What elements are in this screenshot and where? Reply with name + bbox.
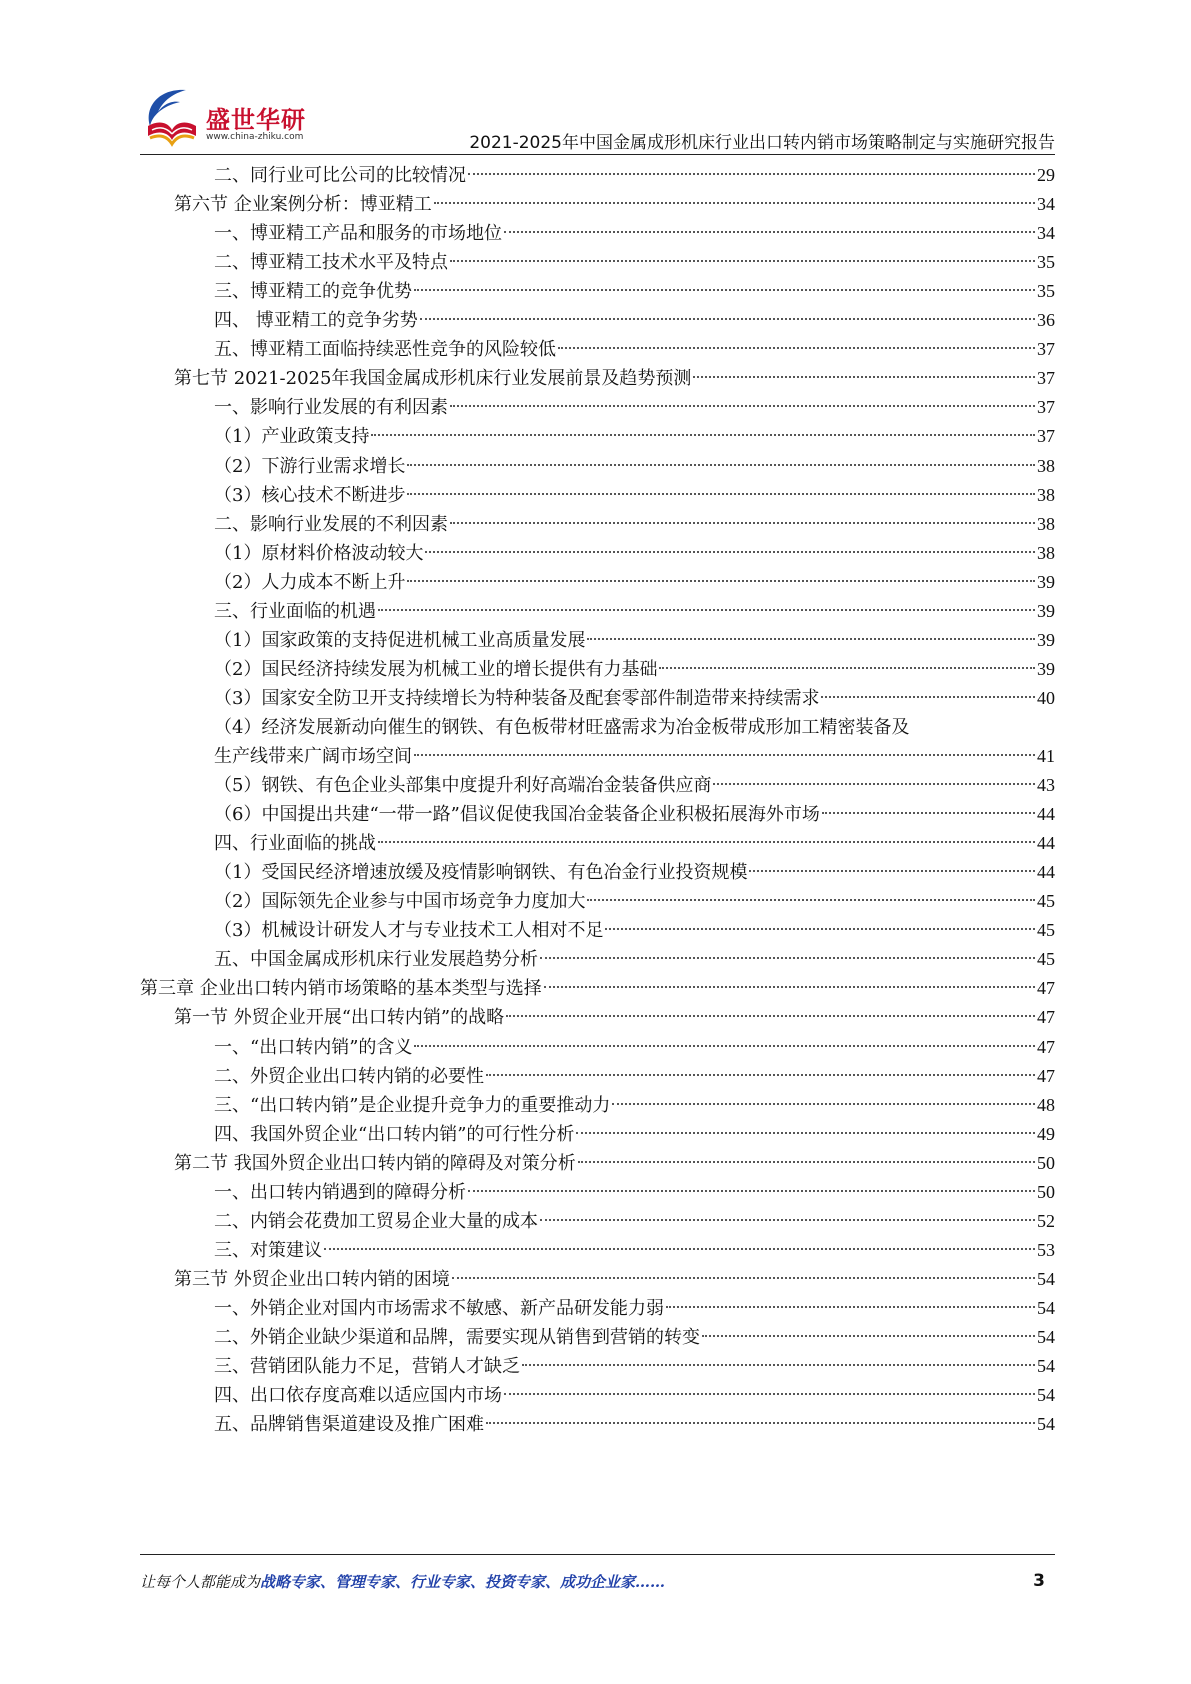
toc-entry[interactable] [214, 1235, 1055, 1266]
toc-entry-page: 54 [1037, 1385, 1055, 1406]
toc-entry-page: 47 [1037, 1065, 1055, 1086]
toc-entry-title: （6）中国提出共建“一带一路”倡议促使我国冶金装备企业积极拓展海外市场 [214, 804, 820, 826]
toc-leader-dots [605, 927, 1035, 930]
toc-entry-page: 35 [1037, 252, 1055, 273]
toc-entry-page: 45 [1037, 891, 1055, 912]
toc-leader-dots [544, 985, 1035, 988]
toc-entry-title: 第六节 企业案例分析：博亚精工 [174, 194, 432, 216]
toc-entry-title: 一、外销企业对国内市场需求不敏感、新产品研发能力弱 [214, 1297, 664, 1319]
toc-entry-page: 37 [1037, 397, 1055, 418]
toc-entry-page: 49 [1037, 1123, 1055, 1144]
toc-entry-title: （2）人力成本不断上升 [214, 571, 406, 593]
toc-leader-dots [450, 521, 1035, 524]
toc-leader-dots [425, 550, 1035, 553]
toc-leader-dots [540, 956, 1035, 959]
toc-entry-page: 52 [1037, 1210, 1055, 1231]
toc-entry[interactable] [214, 276, 1055, 307]
toc-leader-dots [822, 811, 1035, 814]
toc-entry-title: 一、影响行业发展的有利因素 [214, 397, 448, 419]
toc-entry[interactable] [214, 421, 1055, 452]
toc-entry-page: 37 [1037, 368, 1055, 389]
toc-entry-title: 三、营销团队能力不足，营销人才缺乏 [214, 1356, 520, 1378]
toc-entry-title: 五、品牌销售渠道建设及推广困难 [214, 1414, 484, 1436]
toc-entry-title: 一、“出口转内销”的含义 [214, 1036, 413, 1058]
toc-leader-dots [486, 1421, 1035, 1424]
toc-entry-page: 54 [1037, 1356, 1055, 1377]
toc-entry-page: 39 [1037, 658, 1055, 679]
toc-entry-title: 二、博亚精工技术水平及特点 [214, 252, 448, 274]
toc-entry-page: 43 [1037, 775, 1055, 796]
toc-leader-dots [612, 1102, 1035, 1105]
toc-entry[interactable] [214, 567, 1055, 598]
toc-entry-title: 第二节 我国外贸企业出口转内销的障碍及对策分析 [174, 1152, 576, 1174]
toc-leader-dots [407, 492, 1035, 495]
toc-leader-dots [450, 259, 1035, 262]
book-swoosh-logo-icon [140, 86, 204, 148]
toc-entry-title: （2）下游行业需求增长 [214, 455, 406, 477]
toc-leader-dots [578, 1160, 1035, 1163]
toc-entry[interactable] [214, 509, 1055, 540]
toc-entry[interactable] [214, 944, 1055, 975]
toc-entry-page: 47 [1037, 1036, 1055, 1057]
toc-entry-title: （1）原材料价格波动较大 [214, 542, 424, 564]
toc-leader-dots [434, 201, 1035, 204]
toc-entry-page: 37 [1037, 339, 1055, 360]
toc-entry-page: 47 [1037, 1007, 1055, 1028]
toc-entry-page: 45 [1037, 920, 1055, 941]
toc-entry[interactable] [214, 305, 1055, 336]
toc-entry-page: 38 [1037, 513, 1055, 534]
toc-entry-page: 36 [1037, 310, 1055, 331]
toc-entry-title: （5）钢铁、有色企业头部集中度提升利好高端冶金装备供应商 [214, 775, 712, 797]
toc-entry[interactable] [214, 1177, 1055, 1208]
toc-entry-title: 四、行业面临的挑战 [214, 833, 376, 855]
toc-entry[interactable] [214, 1351, 1055, 1382]
toc-entry-title: 五、博亚精工面临持续恶性竞争的风险较低 [214, 339, 556, 361]
toc-entry[interactable] [214, 480, 1055, 511]
toc-entry[interactable] [214, 1206, 1055, 1237]
toc-entry[interactable] [214, 1409, 1055, 1440]
toc-entry-page: 38 [1037, 542, 1055, 563]
toc-leader-dots [414, 1044, 1035, 1047]
toc-entry[interactable] [214, 247, 1055, 278]
toc-leader-dots [468, 1189, 1035, 1192]
toc-entry-page: 41 [1037, 746, 1055, 766]
document-title: 2021-2025年中国金属成形机床行业出口转内销市场策略制定与实施研究报告 [469, 133, 1055, 153]
toc-entry-title: 第一节 外贸企业开展“出口转内销”的战略 [174, 1007, 505, 1029]
toc-entry-page: 40 [1037, 687, 1055, 708]
toc-entry-title: （4）经济发展新动向催生的钢铁、有色板带材旺盛需求为冶金板带成形加工精密装备及 [214, 716, 910, 738]
toc-entry-title: 二、影响行业发展的不利因素 [214, 513, 448, 535]
toc-entry-title: 三、行业面临的机遇 [214, 600, 376, 622]
toc-entry-title: 二、内销会花费加工贸易企业大量的成本 [214, 1210, 538, 1232]
toc-entry-page: 54 [1037, 1297, 1055, 1318]
toc-entry-title: 第三章 企业出口转内销市场策略的基本类型与选择 [140, 978, 542, 1000]
toc-entry-page: 37 [1037, 426, 1055, 447]
toc-entry-page: 39 [1037, 571, 1055, 592]
toc-leader-dots [506, 1014, 1035, 1017]
toc-leader-dots [540, 1218, 1035, 1221]
toc-entry-page: 44 [1037, 862, 1055, 883]
toc-entry-title: 五、中国金属成形机床行业发展趋势分析 [214, 949, 538, 971]
toc-leader-dots [468, 172, 1035, 175]
toc-entry-title: 三、对策建议 [214, 1239, 322, 1261]
toc-entry-page: 54 [1037, 1327, 1055, 1347]
toc-entry-title: 第三节 外贸企业出口转内销的困境 [174, 1268, 450, 1290]
toc-entry[interactable] [214, 915, 1055, 946]
toc-entry-title: 三、“出口转内销”是企业提升竞争力的重要推动力 [214, 1094, 611, 1116]
page-number: 3 [1033, 1571, 1045, 1591]
toc-leader-dots [576, 1131, 1035, 1134]
toc-entry-title: 生产线带来广阔市场空间 [214, 746, 412, 767]
toc-leader-dots [702, 1334, 1035, 1337]
header-divider [140, 154, 1055, 155]
toc-entry-title: （2）国民经济持续发展为机械工业的增长提供有力基础 [214, 658, 658, 680]
toc-leader-dots [587, 898, 1035, 901]
toc-leader-dots [504, 1392, 1035, 1395]
toc-entry-title: （3）核心技术不断进步 [214, 484, 406, 506]
toc-entry-page: 45 [1037, 949, 1055, 970]
toc-leader-dots [450, 404, 1035, 407]
toc-entry-title: 四、出口依存度高难以适应国内市场 [214, 1385, 502, 1407]
toc-leader-dots [420, 317, 1035, 320]
toc-entry[interactable] [214, 625, 1055, 656]
toc-entry[interactable] [214, 741, 1055, 772]
page-header [0, 0, 1191, 160]
toc-entry[interactable] [174, 1148, 1055, 1179]
toc-leader-dots [371, 433, 1035, 436]
toc-entry-title: 第七节 2021-2025年我国金属成形机床行业发展前景及趋势预测 [174, 368, 692, 390]
toc-entry-page: 50 [1037, 1181, 1055, 1202]
logo-text: 盛世华研 [206, 106, 306, 134]
toc-entry[interactable] [214, 538, 1055, 569]
toc-entry[interactable] [214, 218, 1055, 249]
toc-entry[interactable] [214, 683, 1055, 714]
toc-entry-title: 四、 博亚精工的竞争劣势 [214, 310, 418, 332]
toc-entry[interactable] [214, 1119, 1055, 1150]
logo-url: www.china-zhiku.com [206, 132, 304, 142]
toc-entry[interactable] [214, 451, 1055, 482]
toc-leader-dots [693, 375, 1035, 378]
toc-leader-dots [587, 637, 1035, 640]
toc-entry-title: 二、同行业可比公司的比较情况 [214, 165, 466, 186]
toc-entry-page: 53 [1037, 1239, 1055, 1260]
toc-leader-dots [749, 869, 1035, 872]
toc-entry-page: 34 [1037, 194, 1055, 215]
toc-entry-title: （3）国家安全防卫开支持续增长为特种装备及配套零部件制造带来持续需求 [214, 687, 820, 709]
toc-entry[interactable] [214, 596, 1055, 627]
toc-leader-dots [659, 666, 1035, 669]
toc-entry-page: 39 [1037, 600, 1055, 621]
toc-entry[interactable] [214, 712, 1055, 743]
toc-entry-page: 54 [1037, 1414, 1055, 1435]
toc-leader-dots [378, 608, 1035, 611]
toc-leader-dots [522, 1363, 1035, 1366]
toc-entry[interactable] [174, 189, 1055, 220]
toc-leader-dots [558, 346, 1035, 349]
toc-entry[interactable] [214, 1061, 1055, 1092]
toc-leader-dots [414, 288, 1035, 291]
toc-entry-page: 44 [1037, 804, 1055, 825]
toc-entry[interactable] [214, 392, 1055, 423]
toc-leader-dots [407, 463, 1035, 466]
toc-entry[interactable] [214, 1032, 1055, 1063]
toc-entry[interactable] [140, 973, 1055, 1004]
company-logo [140, 86, 320, 152]
toc-leader-dots [407, 579, 1035, 582]
toc-entry[interactable] [174, 1264, 1055, 1295]
toc-leader-dots [666, 1305, 1035, 1308]
toc-leader-dots [821, 695, 1035, 698]
toc-entry-page: 35 [1037, 281, 1055, 302]
footer-slogan-lead: 让每个人都能成为 [140, 1573, 261, 1591]
toc-entry-title: （1）受国民经济增速放缓及疫情影响钢铁、有色冶金行业投资规模 [214, 862, 748, 884]
toc-entry[interactable] [214, 857, 1055, 888]
toc-entry[interactable] [214, 1090, 1055, 1121]
toc-entry-title: 二、外贸企业出口转内销的必要性 [214, 1065, 484, 1087]
toc-leader-dots [713, 782, 1035, 785]
toc-entry[interactable] [214, 1322, 1055, 1353]
toc-entry[interactable] [174, 363, 1055, 394]
toc-leader-dots [486, 1073, 1035, 1076]
toc-entry-title: 二、外销企业缺少渠道和品牌，需要实现从销售到营销的转变 [214, 1327, 700, 1348]
toc-entry-page: 48 [1037, 1094, 1055, 1115]
toc-entry-title: 四、我国外贸企业“出口转内销”的可行性分析 [214, 1123, 575, 1145]
toc-leader-dots [452, 1276, 1035, 1279]
toc-entry-title: 一、博亚精工产品和服务的市场地位 [214, 223, 502, 245]
toc-entry-page: 38 [1037, 484, 1055, 505]
toc-entry[interactable] [174, 1002, 1055, 1033]
toc-leader-dots [504, 230, 1035, 233]
page-footer [140, 1571, 1055, 1597]
toc-entry-page: 29 [1037, 165, 1055, 185]
toc-entry[interactable] [214, 1380, 1055, 1411]
toc-leader-dots [378, 840, 1035, 843]
toc-entry-title: 一、出口转内销遇到的障碍分析 [214, 1181, 466, 1203]
toc-entry-page: 54 [1037, 1268, 1055, 1289]
toc-entry-title: （1）国家政策的支持促进机械工业高质量发展 [214, 629, 586, 651]
toc-entry-title: （2）国际领先企业参与中国市场竞争力度加大 [214, 891, 586, 913]
toc-entry-title: （3）机械设计研发人才与专业技术工人相对不足 [214, 920, 604, 942]
toc-entry-page: 47 [1037, 978, 1055, 999]
toc-entry[interactable] [214, 1293, 1055, 1324]
toc-leader-dots [414, 753, 1035, 756]
toc-entry[interactable] [214, 334, 1055, 365]
toc-entry[interactable] [214, 770, 1055, 801]
toc-entry[interactable] [214, 828, 1055, 859]
toc-entry-page: 38 [1037, 455, 1055, 476]
toc-entry-page: 50 [1037, 1152, 1055, 1173]
footer-divider [140, 1554, 1055, 1555]
toc-entry-page: 44 [1037, 833, 1055, 854]
toc-entry-title: 三、博亚精工的竞争优势 [214, 281, 412, 303]
toc-entry[interactable] [214, 160, 1055, 191]
toc-leader-dots [324, 1247, 1035, 1250]
toc-entry-page: 39 [1037, 629, 1055, 650]
footer-slogan-roles: 战略专家、管理专家、行业专家、投资专家、成功企业家…… [260, 1573, 666, 1591]
toc-entry[interactable] [214, 654, 1055, 685]
toc-entry-title: （1）产业政策支持 [214, 426, 370, 448]
toc-entry-page: 34 [1037, 223, 1055, 244]
toc-entry[interactable] [214, 886, 1055, 917]
toc-entry[interactable] [214, 799, 1055, 830]
